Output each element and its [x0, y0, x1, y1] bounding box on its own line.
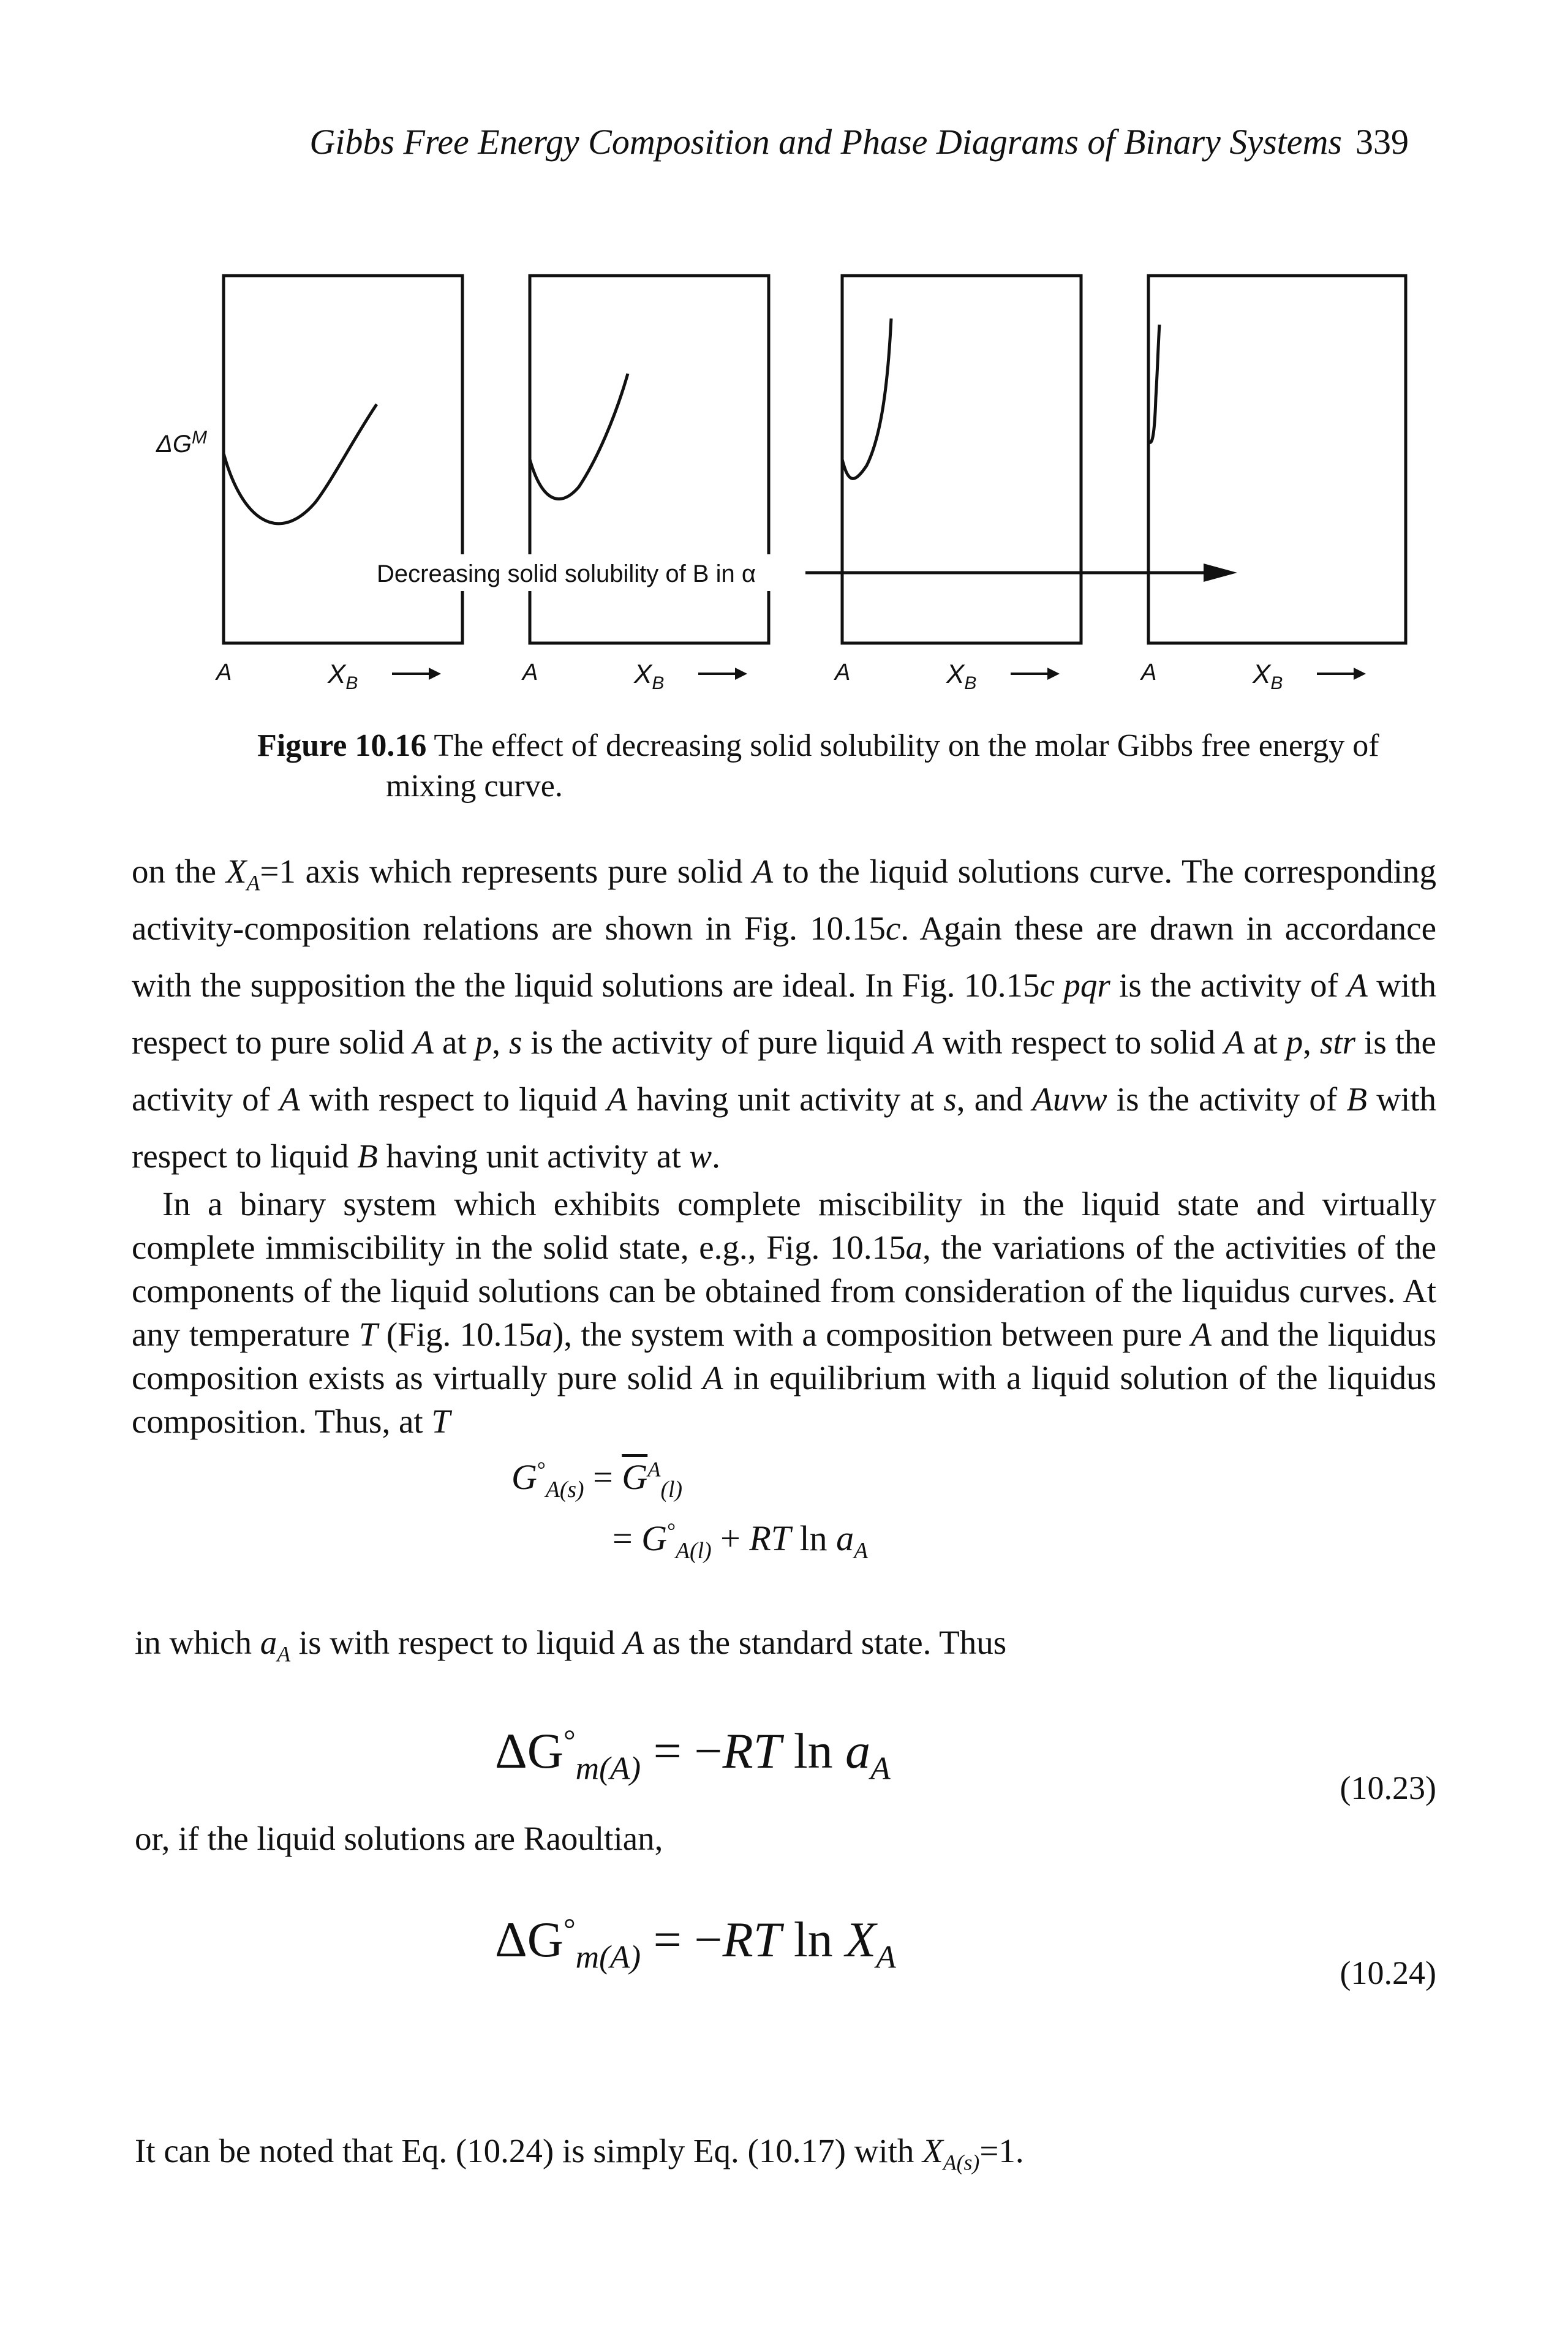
- panel-3-curve: [842, 318, 891, 478]
- equation-10-23: $\Delta G^\circ_{m(A)} = -RT$ $\ln a_A$: [495, 1723, 891, 1787]
- panel-1-axis-label: $X_B$: [328, 659, 358, 693]
- equation-10-24: $\Delta G^\circ_{m(A)} = -RT$ $\ln X_A$: [495, 1912, 896, 1975]
- page-number: 339: [1355, 122, 1409, 162]
- caption-label: Figure 10.16: [257, 728, 427, 763]
- text-line-final: It can be noted that Eq. (10.24) is simply Eq. (10.17) with $X_{A(s)}=1$.: [135, 2132, 1024, 2175]
- running-title: Gibbs Free Energy Composition and Phase Diagrams of Binary Systems: [309, 122, 1342, 162]
- panel-4-axis-label: $X_B$: [1253, 659, 1283, 693]
- panel-2-axis-arrowhead: [735, 668, 747, 680]
- caption-text: The effect of decreasing solid solubility on the molar Gibbs free energy of mixing curve.: [386, 728, 1379, 804]
- panel-1-curve: [224, 404, 377, 524]
- equation-number-10-23: (10.23): [1340, 1770, 1436, 1806]
- figure-10-16: [150, 257, 1424, 710]
- y-axis-label: $\Delta G^M$: [156, 428, 207, 458]
- equation-number-10-24: (10.24): [1340, 1954, 1436, 1991]
- text-line-raoultian: or, if the liquid solutions are Raoultian,: [135, 1820, 663, 1857]
- panel-3-frame: [842, 276, 1081, 643]
- panel-4-left-label: A: [1141, 660, 1157, 685]
- running-header: [0, 121, 1409, 162]
- panel-1-axis-arrowhead: [429, 668, 441, 680]
- decreasing-arrow-head: [1204, 564, 1237, 582]
- panel-3-axis-arrowhead: [1047, 668, 1060, 680]
- equation-gibbs-line-1: $G^\circ_{A(s)} = \overline{G}^A_{(l)}$: [511, 1457, 683, 1503]
- figure-caption: [257, 726, 1464, 807]
- panel-2-left-label: A: [522, 660, 538, 685]
- panel-2-axis-label: $X_B$: [634, 659, 665, 693]
- panel-1-left-label: A: [216, 660, 232, 685]
- paragraph-1: on the $X_A=1$ axis which represents pure solid A to the liquid solutions curve. The corresponding activity-composition relations are shown in Fig. 10.15c. Again these are drawn in accordance with the supposition the the liquid solutions are ideal. In Fig. 10.15c pqr is the activity of A with respect to pure solid A at p, s is the activity of pure liquid A with respect to solid A at p, str is the activity of A with respect to liquid A having unit activity at s, and Auvw is the activity of B with respect to liquid B having unit activity at w.: [132, 853, 1437, 1175]
- panel-2-curve: [530, 374, 628, 499]
- panel-3-left-label: A: [835, 660, 851, 685]
- panel-4-curve: [1148, 325, 1159, 442]
- paragraph-2: In a binary system which exhibits complete miscibility in the liquid state and virtually complete immiscibility in the solid state, e.g., Fig. 10.15a, the variations of the activities of the components of the liquid solutions can be obtained from consideration of the liquidus curves. At any temperature T (Fig. 10.15a), the system with a composition between pure A and the liquidus composition exists as virtually pure solid A in equilibrium with a liquid solution of the liquidus composition. Thus, at T: [132, 1185, 1437, 1440]
- arrow-text: Decreasing solid solubility of B in α: [377, 560, 756, 587]
- equation-gibbs-line-2: = $G^\circ_{A(l)}$ + RT $\ln a_A$: [612, 1518, 869, 1564]
- text-line-in-which: in which $a_A$ is with respect to liquid A as the standard state. Thus: [135, 1624, 1007, 1667]
- panel-3-axis-label: $X_B$: [946, 659, 977, 693]
- panel-4-axis-arrowhead: [1354, 668, 1366, 680]
- panel-4-frame: [1148, 276, 1406, 643]
